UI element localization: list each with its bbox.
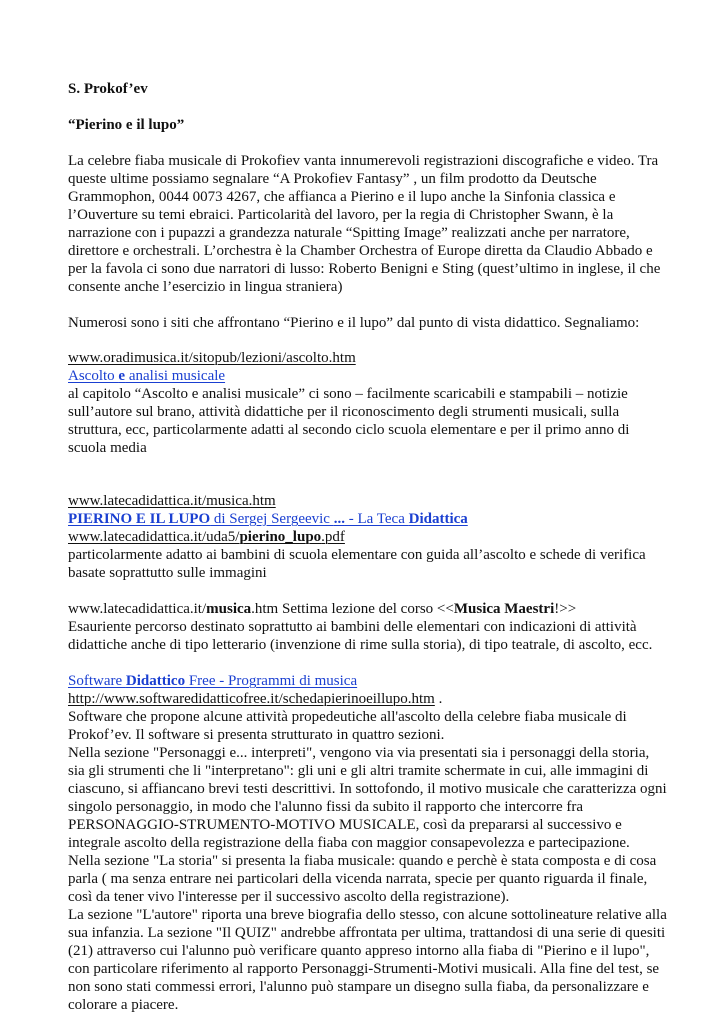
work-heading: “Pierino e il lupo”	[68, 117, 185, 133]
software-paragraph-1: Software che propone alcune attività propedeutiche all'ascolto della celebre fiaba musicale di Prokof’ev. Il software si presenta strutturato in quattro sezioni.	[68, 709, 627, 743]
ascolto-analisi-link[interactable]	[68, 368, 225, 384]
software-url-link[interactable]: http://www.softwaredidatticofree.it/schedapierinoeillupo.htm	[68, 691, 435, 707]
latecadidattica-description: particolarmente adatto ai bambini di scuola elementare con guida all’ascolto e schede di verifica basate soprattutto sulle immagini	[68, 547, 646, 581]
ascolto-link-part-b: e	[118, 368, 126, 384]
software-link-part-b: Didattico	[125, 673, 186, 689]
resource-musica-maestri	[68, 600, 668, 654]
pdf-url-part-3: .pdf	[321, 529, 345, 545]
pdf-url-part-1: www.latecadidattica.it/uda5/	[68, 529, 240, 545]
pdf-url-part-2: pierino_lupo	[239, 529, 322, 545]
latecadidattica-url-text: www.latecadidattica.it/musica.htm	[68, 493, 276, 509]
ascolto-link-part-a: Ascolto	[68, 368, 119, 384]
musica-url-part-4: !>>	[554, 601, 577, 617]
pierino-link-part-b: di Sergej Sergeevic	[210, 511, 334, 527]
pierino-lupo-link[interactable]	[68, 511, 468, 527]
resource-latecadidattica	[68, 492, 668, 582]
document-page	[68, 80, 668, 1014]
musica-maestri-course: Musica Maestri	[453, 601, 555, 617]
ascolto-link-part-c: analisi musicale	[125, 368, 226, 384]
musica-url-part-2: musica	[206, 601, 252, 617]
pierino-link-part-c: ...	[333, 511, 345, 527]
pierino-link-part-e: Didattica	[408, 511, 468, 527]
software-link-part-a: Software	[68, 673, 126, 689]
software-didattico-link[interactable]	[68, 673, 357, 689]
software-url-tail: .	[434, 691, 443, 707]
musica-url-part-1: www.latecadidattica.it/	[68, 601, 207, 617]
oradimusica-description: al capitolo “Ascolto e analisi musicale” ci sono – facilmente scaricabili e stampabili – notizie sull’autore sul brano, attività didattiche per il riconoscimento degli strumenti musicali, sulla struttura, ecc, particolarmente adatti al secondo ciclo scuola elementare e per il primo anno di scuola media	[68, 386, 630, 456]
software-paragraph-2: Nella sezione "Personaggi e... interpreti", vengono via via presentati sia i personaggi della storia, sia gli strumenti che li "interpretano": gli uni e gli altri tramite schermate in cui, alle immagini di ciascuno, si affiancano brevi testi descrittivi. In sottofondo, il motivo musicale che caratterizza ogni singolo personaggio, in modo che l'alunno fissi da subito il rapporto che intercorre fra PERSONAGGIO-STRUMENTO-MOTIVO MUSICALE, così da prepararsi al successivo e integrale ascolto della registrazione della fiaba con maggior consapevolezza e partecipazione.	[68, 745, 667, 851]
musica-url-part-3: .htm Settima lezione del corso <<	[251, 601, 454, 617]
resource-software-didattico	[68, 672, 668, 1014]
sites-intro-paragraph: Numerosi sono i siti che affrontano “Pierino e il lupo” dal punto di vista didattico. Segnaliamo:	[68, 315, 640, 331]
software-paragraph-3: Nella sezione "La storia" si presenta la fiaba musicale: quando e perchè è stata composta e di cosa parla ( ma senza entrare nei particolari della vicenda narrata, specie per quanto riguarda il finale, così da tener vivo l'interesse per il successivo ascolto della registrazione).	[68, 853, 657, 905]
musica-maestri-description: Esauriente percorso destinato soprattutto ai bambini delle elementari con indicazioni di attività didattiche anche di tipo letterario (invenzione di rime sulla storia), di tipo teatrale, di ascolto, ecc.	[68, 619, 653, 653]
pierino-pdf-link[interactable]	[68, 529, 345, 545]
oradimusica-url-link[interactable]: www.oradimusica.it/sitopub/lezioni/ascolto.htm	[68, 350, 356, 366]
resource-oradimusica	[68, 349, 668, 457]
pierino-link-part-a: PIERINO E IL LUPO	[68, 511, 211, 527]
intro-paragraph: La celebre fiaba musicale di Prokofiev vanta innumerevoli registrazioni discografiche e video. Tra queste ultime possiamo segnalare “A Prokofiev Fantasy” , un film prodotto da Deutsche Grammophon, 0044 0073 4267, che affianca a Pierino e il lupo anche la Sinfonia classica e l’Ouverture su temi ebraici. Particolarità del lavoro, per la regia di Christopher Swann, è la narrazione con i pupazzi a grandezza naturale “Spitting Image” realizzati anche per narratore, direttore e orchestrali. L’orchestra è la Chamber Orchestra of Europe diretta da Claudio Abbado e per la favola ci sono due narratori di lusso: Roberto Benigni e Sting (quest’ultimo in inglese, il che consente anche l’esercizio in lingua straniera)	[68, 153, 661, 295]
software-paragraph-4: La sezione "L'autore" riporta una breve biografia dello stesso, con alcune sottolineature relative alla sua infanzia. La sezione "Il QUIZ" andrebbe affrontata per ultima, trattandosi di una serie di quesiti (21) attraverso cui l'alunno può verificare quanto appreso intorno alla fiaba di "Pierino e il lupo", con particolare riferimento al rapporto Personaggi-Strumenti-Motivi musicali. Alla fine del test, se non sono stati commessi errori, l'alunno può stampare un disegno sulla fiaba, da personalizzare e colorare a piacere.	[68, 907, 667, 1013]
author-heading: S. Prokof’ev	[68, 81, 148, 97]
software-link-part-c: Free - Programmi di musica	[185, 673, 358, 689]
pierino-link-part-d: - La Teca	[344, 511, 409, 527]
latecadidattica-url-link[interactable]	[68, 493, 276, 509]
